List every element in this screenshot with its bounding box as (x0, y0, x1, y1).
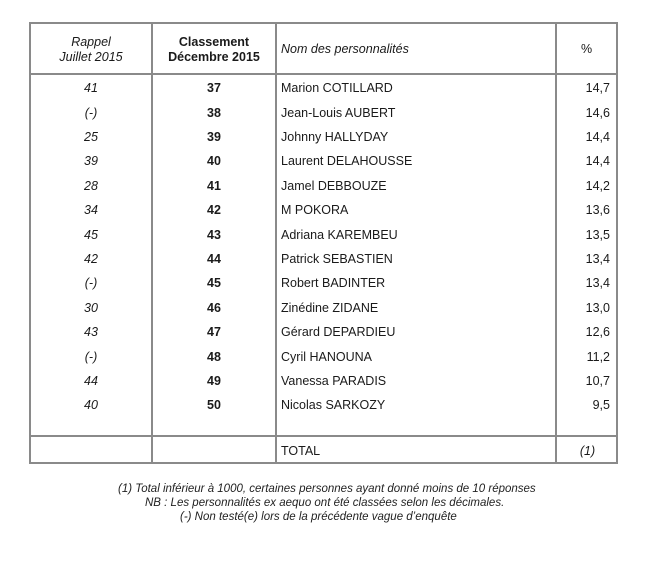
header-pct-label: % (580, 42, 593, 56)
table-row (31, 247, 616, 271)
nom-cell: Johnny HALLYDAY (281, 129, 389, 144)
rappel-cell: (-) (84, 276, 98, 291)
header-nom-label: Nom des personnalités (281, 42, 409, 56)
table-row (31, 393, 616, 417)
rang-cell: 38 (207, 105, 221, 120)
nom-cell: Nicolas SARKOZY (281, 398, 386, 413)
nom-cell: Laurent DELAHOUSSE (281, 154, 413, 169)
table-row (31, 76, 616, 100)
nom-cell: Gérard DEPARDIEU (281, 325, 396, 340)
pct-cell: 11,2 (586, 349, 610, 364)
rang-cell: 48 (207, 349, 221, 364)
pct-cell: 14,2 (585, 178, 610, 193)
rappel-cell: 43 (84, 325, 98, 340)
ranking-table (29, 22, 618, 464)
pct-cell: 13,6 (585, 203, 610, 218)
footnote-not-tested: (-) Non testé(e) lors de la précédente vague d’enquête (180, 511, 457, 523)
rang-cell: 39 (207, 129, 221, 144)
rang-cell: 49 (207, 373, 221, 388)
nom-cell: Cyril HANOUNA (281, 349, 372, 364)
rappel-cell: 41 (84, 81, 98, 96)
header-rappel-line2: Juillet 2015 (59, 49, 123, 64)
footnote-1: (1) Total inférieur à 1000, certaines personnes ayant donné moins de 10 réponses (118, 483, 536, 495)
table-row (31, 296, 616, 320)
rang-cell: 47 (207, 325, 221, 340)
pct-cell: 13,4 (585, 276, 610, 291)
pct-cell: 14,4 (585, 129, 610, 144)
rang-cell: 37 (207, 81, 221, 96)
nom-cell: M POKORA (281, 203, 349, 218)
rappel-cell: 44 (84, 373, 98, 388)
nom-cell: Robert BADINTER (281, 276, 386, 291)
pct-cell: 13,5 (585, 227, 610, 242)
rappel-cell: 42 (84, 251, 98, 266)
rappel-cell: (-) (84, 349, 98, 364)
nom-cell: Zinédine ZIDANE (281, 300, 379, 315)
pct-cell: 13,0 (585, 300, 610, 315)
table-row (31, 125, 616, 149)
rappel-cell: 45 (84, 227, 98, 242)
total-row (31, 437, 616, 464)
rappel-cell: 28 (84, 178, 98, 193)
table-row (31, 222, 616, 246)
total-label: TOTAL (281, 443, 321, 458)
pct-cell: 14,6 (585, 105, 610, 120)
table-row (31, 100, 616, 124)
rang-cell: 45 (207, 276, 221, 291)
rang-cell: 46 (207, 300, 221, 315)
table-row (31, 174, 616, 198)
table-row (31, 149, 616, 173)
pct-cell: 10,7 (585, 373, 610, 388)
pct-cell: 9,5 (592, 398, 610, 413)
nom-cell: Patrick SEBASTIEN (281, 251, 393, 266)
header-classement-line2: Décembre 2015 (168, 49, 260, 64)
nom-cell: Jamel DEBBOUZE (281, 178, 387, 193)
rappel-cell: (-) (84, 105, 98, 120)
header-nom (281, 24, 551, 75)
table-row (31, 344, 616, 368)
header-rappel-line1: Rappel (71, 34, 111, 49)
rang-cell: 44 (207, 251, 221, 266)
total-pct: (1) (579, 443, 596, 458)
nom-cell: Adriana KAREMBEU (281, 227, 398, 242)
header-rappel (31, 24, 151, 75)
rappel-cell: 25 (84, 129, 98, 144)
rang-cell: 50 (207, 398, 221, 413)
rang-cell: 41 (207, 178, 221, 193)
rappel-cell: 40 (84, 398, 98, 413)
header-classement (153, 24, 275, 75)
table-row (31, 198, 616, 222)
header-classement-line1: Classement (178, 34, 250, 49)
pct-cell: 13,4 (585, 251, 610, 266)
rang-cell: 40 (207, 154, 221, 169)
rappel-cell: 39 (84, 154, 98, 169)
rang-cell: 42 (207, 203, 221, 218)
rappel-cell: 34 (84, 203, 98, 218)
header-pct (557, 24, 616, 75)
pct-cell: 14,4 (585, 154, 610, 169)
nom-cell: Marion COTILLARD (281, 81, 393, 96)
rang-cell: 43 (207, 227, 221, 242)
footnote-nb: NB : Les personnalités ex aequo ont été classées selon les décimales. (145, 497, 505, 509)
nom-cell: Vanessa PARADIS (281, 373, 387, 388)
rappel-cell: 30 (84, 300, 98, 315)
table-row (31, 320, 616, 344)
pct-cell: 14,7 (585, 81, 610, 96)
nom-cell: Jean-Louis AUBERT (281, 105, 396, 120)
table-row (31, 271, 616, 295)
pct-cell: 12,6 (585, 325, 610, 340)
table-row (31, 369, 616, 393)
